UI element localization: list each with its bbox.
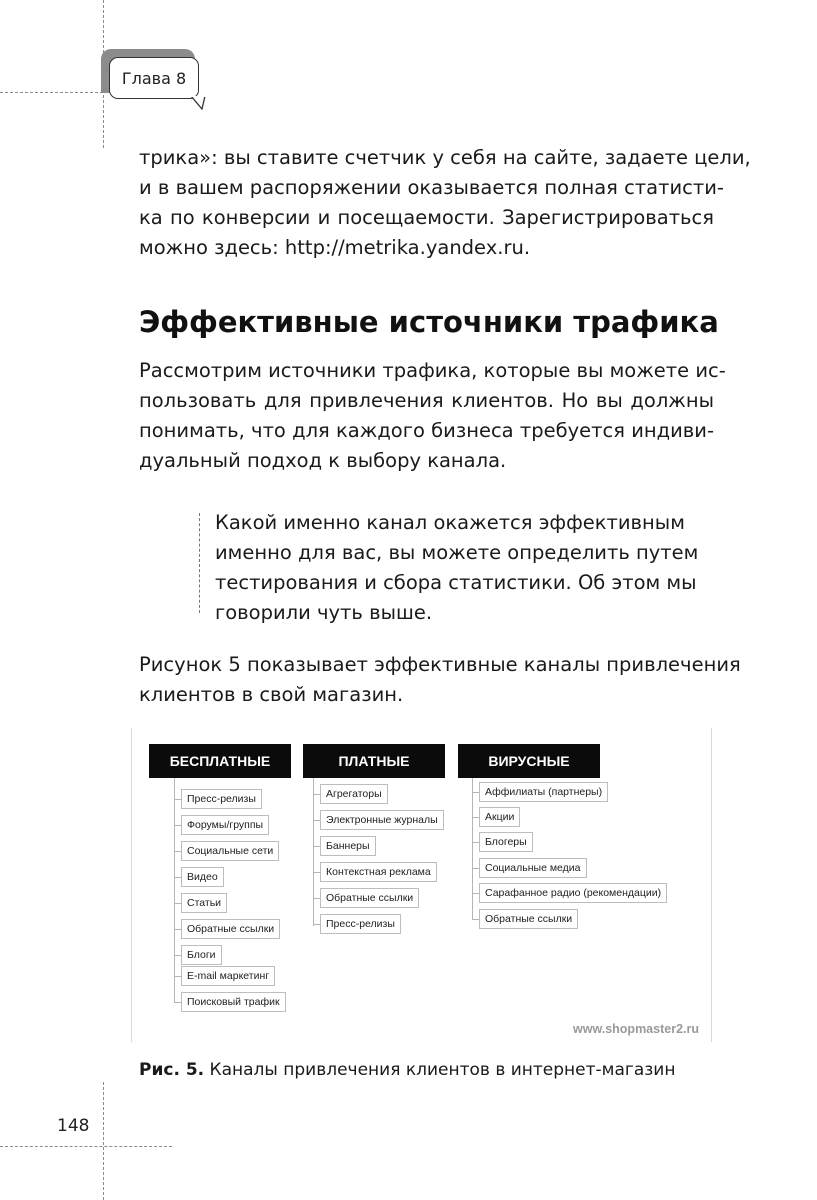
page-number: 148 (57, 1116, 90, 1136)
text-line: пользовать для привлечения клиентов. Но вы должны (139, 389, 714, 412)
category-header-paid (303, 744, 445, 778)
crop-guide-bottom (0, 1146, 172, 1147)
figure-channels-diagram: БЕСПЛАТНЫЕ Пресс-релизы Форумы/группы Социальные сети Видео Статьи Обратные ссылки Блоги E-mail маркетинг Поисковый трафик ПЛАТНЫЕ Агрегаторы Электронные журналы Баннеры Контекстная реклама Обратные ссылки Пресс-релизы ВИРУСНЫЕ Аффилиаты (партнеры) Акции Блогеры Социальные медиа Сарафанное радио (рекомендации) Обратные ссылки www.shopmaster2.ru (131, 728, 712, 1042)
callout-line: именно для вас, вы можете определить путем (215, 541, 699, 564)
text-line: клиентов в свой магазин. (139, 683, 404, 706)
text-line: Рассмотрим источники трафика, которые вы можете ис- (139, 359, 726, 382)
speech-tail-icon (190, 96, 206, 110)
caption-label: Рис. 5. (139, 1060, 205, 1080)
callout-rule (199, 513, 200, 613)
callout-line: говорили чуть выше. (215, 601, 433, 624)
paragraph-traffic-sources (139, 356, 726, 476)
tree-line (472, 778, 473, 920)
text-line: понимать, что для каждого бизнеса требуется индиви- (139, 419, 714, 442)
chapter-tab (109, 57, 199, 99)
callout-line: Какой именно канал окажется эффективным (215, 511, 685, 534)
category-header-free (149, 744, 291, 778)
text-line: можно здесь: http://metrika.yandex.ru. (139, 236, 531, 259)
text-line: и в вашем распоряжении оказывается полная статисти- (139, 176, 724, 199)
text-line: ка по конверсии и посещаемости. Зарегистрироваться (139, 206, 714, 229)
intro-paragraph (139, 143, 751, 263)
category-title: БЕСПЛАТНЫЕ (169, 753, 271, 769)
text-line: трика»: вы ставите счетчик у себя на сайте, задаете цели, (139, 146, 751, 169)
category-title: ВИРУСНЫЕ (488, 753, 570, 769)
section-heading: Эффективные источники трафика (139, 305, 719, 339)
caption-text: Каналы привлечения клиентов в интернет-магазин (204, 1060, 676, 1080)
figure-caption (139, 1060, 675, 1080)
callout-line: тестирования и сбора статистики. Об этом мы (215, 571, 697, 594)
tree-line (174, 778, 175, 1002)
text-line: дуальный подход к выбору канала. (139, 449, 507, 472)
crop-guide-top (0, 92, 103, 93)
crop-mark-bottom (103, 1082, 104, 1200)
category-title: ПЛАТНЫЕ (338, 753, 410, 769)
category-header-viral (458, 744, 600, 778)
paragraph-figure-intro (139, 650, 741, 710)
tree-line (313, 778, 314, 926)
figure-watermark: www.shopmaster2.ru (573, 1022, 699, 1036)
chapter-label: Глава 8 (121, 68, 187, 88)
callout (215, 508, 699, 628)
text-line: Рисунок 5 показывает эффективные каналы привлечения (139, 653, 741, 676)
